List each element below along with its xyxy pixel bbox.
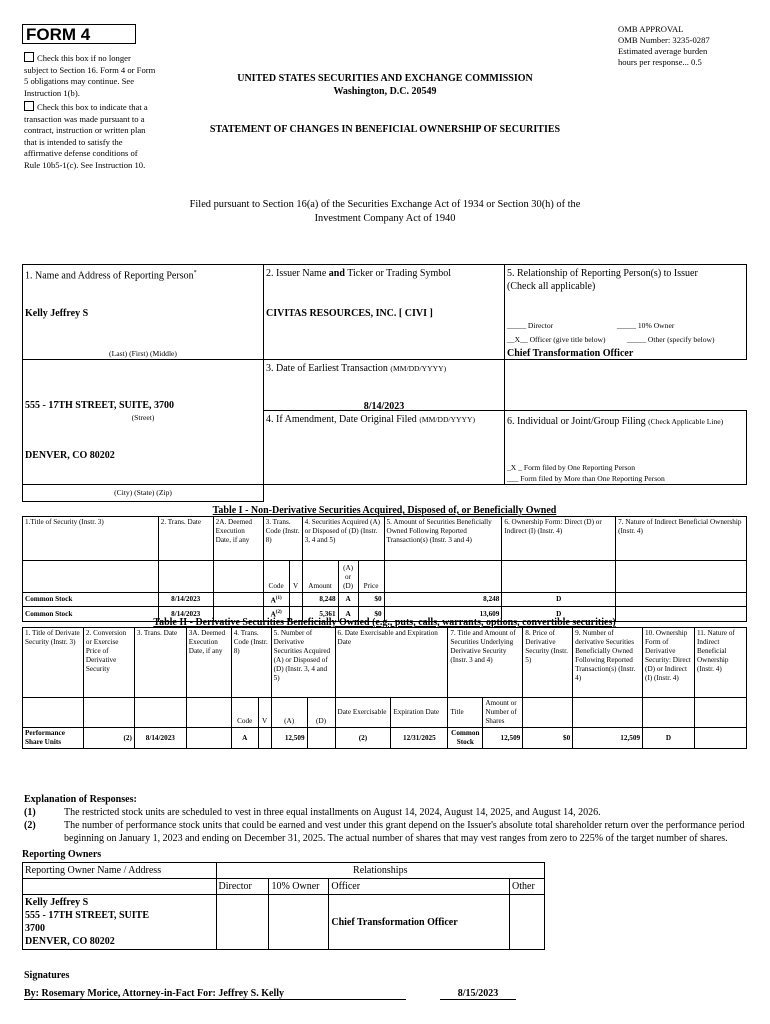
table-2-title: Table II - Derivative Securities Beneficially Owned (e.g., puts, calls, warrants, options, convertible securities)	[153, 617, 616, 628]
reporting-owners-heading: Reporting Owners	[22, 849, 102, 860]
statement-title: STATEMENT OF CHANGES IN BENEFICIAL OWNERSHIP OF SECURITIES	[209, 124, 561, 135]
col-header: 3. Trans. Code (Instr. 8)	[263, 517, 302, 561]
reporting-owners-table: Reporting Owner Name / Address Relationships Director 10% Owner Officer Other Kelly Jeffrey S 555 - 17TH STREET, SUITE 3700 DENVER, CO 80202 Chief Transformation Officer	[22, 862, 545, 950]
col-header: 4. Trans. Code (Instr. 8)	[231, 628, 271, 698]
omb-approval: OMB APPROVAL OMB Number: 3235-0287 Estimated average burden hours per response... 0.5	[618, 24, 710, 67]
street-address: 555 - 17TH STREET, SUITE, 3700	[25, 400, 175, 411]
col-header: 6. Date Exercisable and Expiration Date	[335, 628, 448, 698]
col-header: 6. Ownership Form: Direct (D) or Indirect (I) (Instr. 4)	[502, 517, 616, 561]
issuer-name: CIVITAS RESOURCES, INC. [ CIVI ]	[266, 308, 433, 319]
col-header: 7. Title and Amount of Securities Underlying Derivative Security (Instr. 3 and 4)	[448, 628, 523, 698]
col-header: 10. Ownership Form of Derivative Security: Direct (D) or Indirect (I) (Instr. 4)	[643, 628, 695, 698]
table-row: Common Stock 8/14/2023 $A^{(1)}$ 8,248 A $0 8,248 D	[23, 593, 747, 607]
signature-date: 8/15/2023	[440, 988, 516, 1000]
signature-line: By: Rosemary Morice, Attorney-in-Fact For: Jeffrey S. Kelly	[24, 988, 406, 1000]
col-header: 1.Title of Security (Instr. 3)	[23, 517, 159, 561]
box-1-address: 555 - 17TH STREET, SUITE, 3700 (Street) DENVER, CO 80202	[22, 359, 264, 485]
table-1: 1.Title of Security (Instr. 3) 2. Trans. Date 2A. Deemed Execution Date, if any 3. Trans. Code (Instr. 8) 4. Securities Acquired (A) or Disposed of (D) (Instr. 3, 4 and 5) 5. Amount of Securities Beneficially Owned Following Reported Transaction(s) (Instr. 3 and 4) 6. Ownership Form: Direct (D) or Indirect (I) (Instr. 4) 7. Nature of Indirect Beneficial Ownership (Instr. 4) Code V Amount (A) or (D) Price Common Stock 8/14/2023 $A^{(1)}$ 8,248 A $0 8,248 D Common Stock 8/14/2023 $A^{(2)}$ 5,361 A $0 13,609 D	[22, 516, 747, 622]
col-header: 2A. Deemed Execution Date, if any	[213, 517, 263, 561]
box-1-city-label: (City) (State) (Zip)	[22, 484, 264, 502]
check-no-longer-subject: Check this box if no longer subject to Section 16. Form 4 or Form 5 obligations may continue. See Instruction 1(b).	[24, 53, 156, 98]
form-title: FORM 4	[22, 24, 136, 44]
box-1-reporting-person: 1. Name and Address of Reporting Person* Kelly Jeffrey S (Last) (First) (Middle)	[22, 264, 264, 360]
checkbox[interactable]	[24, 101, 34, 111]
table-row: Kelly Jeffrey S 555 - 17TH STREET, SUITE 3700 DENVER, CO 80202 Chief Transformation Officer	[23, 895, 545, 950]
col-header: 5. Amount of Securities Beneficially Owned Following Reported Transaction(s) (Instr. 3 and 4)	[384, 517, 502, 561]
check-10b5-1: Check this box to indicate that a transaction was made pursuant to a contract, instruction or written plan that is intended to satisfy the affirmative defense conditions of Rule 10b5-1(c). See Instruction 10.	[24, 102, 148, 170]
checkbox[interactable]	[24, 52, 34, 62]
reporter-name: Kelly Jeffrey S	[25, 308, 89, 319]
agency-name: UNITED STATES SECURITIES AND EXCHANGE COMMISSION Washington, D.C. 20549	[237, 73, 533, 97]
footnote: (1) The restricted stock units are scheduled to vest in three equal installments on August 14, 2024, August 14, 2025, and August 14, 2026.	[24, 807, 601, 818]
box-4-amendment: 4. If Amendment, Date Original Filed (MM/DD/YYYY)	[263, 410, 505, 485]
col-header: 3. Trans. Date	[134, 628, 186, 698]
box-5-relationship: 5. Relationship of Reporting Person(s) to Issuer (Check all applicable) _____ Director _____ 10% Owner __X__ Officer (give title below) _____ Other (specify below) Chief Transformation Officer	[504, 264, 747, 360]
table-2: 1. Title of Derivate Security (Instr. 3) 2. Conversion or Exercise Price of Derivative Security 3. Trans. Date 3A. Deemed Execution Date, if any 4. Trans. Code (Instr. 8) 5. Number of Derivative Securities Acquired (A) or Disposed of (D) (Instr. 3, 4 and 5) 6. Date Exercisable and Expiration Date 7. Title and Amount of Securities Underlying Derivative Security (Instr. 3 and 4) 8. Price of Derivative Security (Instr. 5) 9. Number of derivative Securities Beneficially Owned Following Reported Transaction(s) (Instr. 4) 10. Ownership Form of Derivative Security: Direct (D) or Indirect (I) (Instr. 4) 11. Nature of Indirect Beneficial Ownership (Instr. 4) Code V (A) (D) Date Exercisable Expiration Date Title Amount or Number of Shares Performance Share Units (2) 8/14/2023 A 12,509 (2) 12/31/2025 Common Stock 12,509 $0 12,509 D	[22, 627, 747, 749]
col-header: 4. Securities Acquired (A) or Disposed of (D) (Instr. 3, 4 and 5)	[302, 517, 384, 561]
col-header: 11. Nature of Indirect Beneficial Ownership (Instr. 4)	[694, 628, 746, 698]
col-header: 8. Price of Derivative Security (Instr. 5)	[523, 628, 573, 698]
explanation-of-responses: Explanation of Responses: (1) The restricted stock units are scheduled to vest in three equal installments on August 14, 2024, August 14, 2025, and August 14, 2026. (2) The number of performance stock units that could be earned and vest under this grant depend on the Issuer's absolute total shareholder return over the performance period beginning on January 1, 2023 and ending on December 31, 2025. The actual number of shares that may vest ranges from zero to 225% of the target number of shares.	[24, 794, 745, 844]
earliest-date: 8/14/2023	[363, 401, 405, 412]
col-header: 5. Number of Derivative Securities Acquired (A) or Disposed of (D) (Instr. 3, 4 and 5)	[271, 628, 335, 698]
col-header: 7. Nature of Indirect Beneficial Ownership (Instr. 4)	[616, 517, 747, 561]
col-header: 3A. Deemed Execution Date, if any	[186, 628, 231, 698]
table-1-title: Table I - Non-Derivative Securities Acquired, Disposed of, or Beneficially Owned	[212, 505, 557, 516]
box-3-earliest-date: 3. Date of Earliest Transaction (MM/DD/YYYY) 8/14/2023	[263, 359, 505, 411]
city-address: DENVER, CO 80202	[25, 450, 115, 461]
table-row: Common Stock 8/14/2023 $A^{(2)}$ 5,361 A $0 13,609 D	[23, 607, 747, 621]
footnote: (2) The number of performance stock units that could be earned and vest under this grant depend on the Issuer's absolute total shareholder return over the performance period beginning on January 1, 2023 and ending on December 31, 2025. The actual number of shares that may vest ranges from zero to 225% of the target number of shares.	[24, 820, 745, 844]
col-header: 2. Conversion or Exercise Price of Derivative Security	[83, 628, 134, 698]
signatures-heading: Signatures	[24, 970, 70, 981]
col-header: 2. Trans. Date	[158, 517, 213, 561]
col-header: 9. Number of derivative Securities Beneficially Owned Following Reported Transaction(s) (Instr. 4)	[573, 628, 643, 698]
table-row: Performance Share Units (2) 8/14/2023 A 12,509 (2) 12/31/2025 Common Stock 12,509 $0 12,509 D	[23, 728, 747, 749]
officer-title: Chief Transformation Officer	[507, 348, 634, 359]
owner-name-address: Kelly Jeffrey S 555 - 17TH STREET, SUITE 3700 DENVER, CO 80202	[23, 895, 217, 950]
col-header: 1. Title of Derivate Security (Instr. 3)	[23, 628, 84, 698]
box-2-issuer: 2. Issuer Name and Ticker or Trading Symbol CIVITAS RESOURCES, INC. [ CIVI ]	[263, 264, 505, 360]
box-6-filing: 6. Individual or Joint/Group Filing (Check Applicable Line) _X _ Form filed by One Reporting Person ___ Form filed by More than One Reporting Person	[504, 410, 747, 485]
filed-pursuant: Filed pursuant to Section 16(a) of the Securities Exchange Act of 1934 or Section 30(h) of the Investment Company Act of 1940	[189, 199, 581, 224]
